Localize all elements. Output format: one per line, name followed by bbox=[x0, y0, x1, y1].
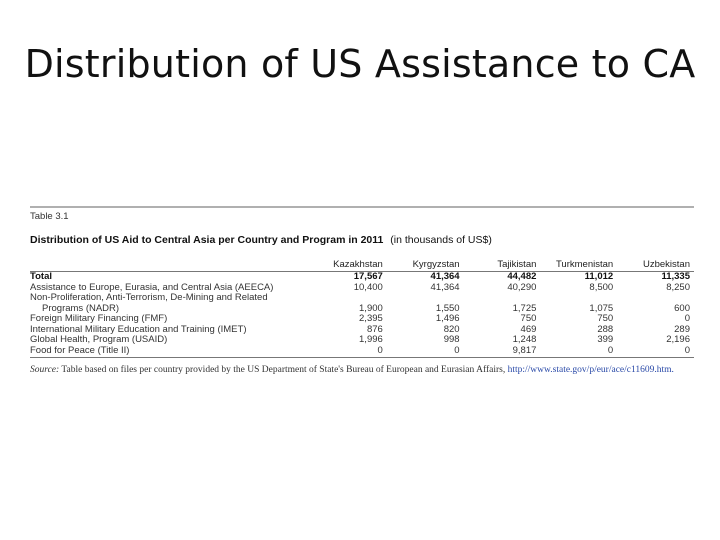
table-cell: 998 bbox=[443, 334, 460, 345]
row-label: Food for Peace (Title II) bbox=[30, 346, 310, 358]
table-cell: 1,996 bbox=[359, 334, 383, 345]
table-cell: 8,500 bbox=[589, 281, 614, 293]
table-cell: 1,900 bbox=[359, 302, 383, 314]
table-cell: 0 bbox=[684, 313, 690, 324]
table-cell: 820 bbox=[443, 323, 460, 335]
table-cell: 11,335 bbox=[661, 271, 690, 282]
table-cell: 9,817 bbox=[464, 346, 541, 358]
table-cell: 17,567 bbox=[353, 271, 383, 282]
table-cell: 289 bbox=[674, 323, 690, 335]
table-cell: 469 bbox=[520, 323, 537, 335]
table-cell: 0 bbox=[540, 346, 617, 358]
table-row bbox=[30, 314, 694, 325]
table-cell: 41,364 bbox=[430, 271, 460, 282]
column-header: Kazakhstan bbox=[310, 254, 387, 272]
table-row-total bbox=[30, 272, 694, 283]
header-row bbox=[30, 254, 694, 272]
column-header: Turkmenistan bbox=[540, 254, 617, 272]
table-cell: 750 bbox=[597, 313, 614, 324]
slide-title: Distribution of US Assistance to CA bbox=[24, 42, 696, 86]
top-rule bbox=[30, 206, 694, 208]
table-cell: 1,075 bbox=[589, 302, 614, 314]
caption-unit: (in thousands of US$) bbox=[390, 234, 492, 246]
table-row bbox=[30, 293, 694, 304]
row-label: Non-Proliferation, Anti-Terrorism, De-Mining and Related bbox=[30, 292, 268, 303]
table-cell: 399 bbox=[597, 334, 614, 345]
column-header: Kyrgyzstan bbox=[387, 254, 464, 272]
table-cell: 10,400 bbox=[353, 281, 383, 293]
table-cell: 876 bbox=[366, 323, 383, 335]
row-label: Assistance to Europe, Eurasia, and Central Asia (AEECA) bbox=[30, 281, 274, 293]
row-label: Total bbox=[30, 271, 52, 282]
table-cell: 0 bbox=[387, 346, 464, 358]
table-row bbox=[30, 346, 694, 358]
table-cell: 11,012 bbox=[584, 271, 614, 282]
table-cell: 750 bbox=[520, 313, 537, 324]
table-cell: 2,395 bbox=[359, 313, 383, 324]
table-cell: 1,550 bbox=[435, 302, 460, 314]
row-label: International Military Education and Training (IMET) bbox=[30, 323, 247, 335]
row-label-continuation: Programs (NADR) bbox=[42, 302, 120, 314]
table-cell: 1,725 bbox=[512, 302, 537, 314]
source-label: Source: bbox=[30, 365, 60, 375]
source-note bbox=[30, 364, 694, 376]
table-cell: 288 bbox=[597, 323, 614, 335]
table-cell: 8,250 bbox=[666, 281, 690, 293]
source-text: Table based on files per country provided by the US Department of State's Bureau of European and Eurasian Affairs, bbox=[61, 365, 506, 375]
table-cell: 0 bbox=[310, 346, 387, 358]
row-label: Global Health, Program (USAID) bbox=[30, 334, 168, 345]
table-caption bbox=[30, 234, 694, 246]
source-link[interactable]: http://www.state.gov/p/eur/ace/c11609.htm. bbox=[507, 365, 674, 375]
table-row bbox=[30, 335, 694, 346]
column-header: Uzbekistan bbox=[617, 254, 694, 272]
table-cell: 0 bbox=[617, 346, 694, 358]
row-label: Foreign Military Financing (FMF) bbox=[30, 313, 168, 324]
table-label: Table 3.1 bbox=[30, 211, 69, 222]
program-header bbox=[30, 254, 310, 272]
table-cell: 44,482 bbox=[507, 271, 537, 282]
aid-table bbox=[30, 254, 694, 358]
table-cell: 1,496 bbox=[435, 313, 460, 324]
column-header: Tajikistan bbox=[464, 254, 541, 272]
table-document bbox=[30, 206, 694, 376]
table-cell: 600 bbox=[674, 302, 690, 314]
caption-title: Distribution of US Aid to Central Asia per Country and Program in 2011 bbox=[30, 234, 384, 246]
table-cell: 1,248 bbox=[512, 334, 537, 345]
table-cell: 2,196 bbox=[666, 334, 690, 345]
table-cell: 40,290 bbox=[507, 281, 537, 293]
table-cell: 41,364 bbox=[430, 281, 460, 293]
